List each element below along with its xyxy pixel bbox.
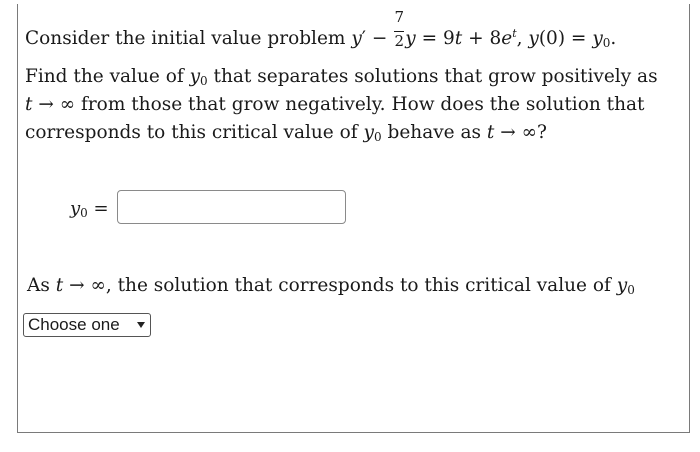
eq-comma: , [516,28,529,49]
behavior-dropdown[interactable] [23,313,151,337]
fraction-numerator: 7 [394,8,405,26]
behavior-y: y [616,275,628,296]
problem-statement-line-1 [25,8,617,50]
y0-answer-input[interactable] [117,190,346,224]
eq-y: y [351,28,362,49]
line3-rest: → ∞ from those that grow negatively. How does the solution that [32,94,645,115]
eq-e: e [501,28,513,49]
line2-rest: that separates solutions that grow positively as [207,66,658,87]
behavior-as: As [27,275,56,296]
behavior-t: t [55,275,64,296]
fraction-seven-halves [393,8,405,50]
problem-intro-text: Consider the initial value problem [25,28,352,49]
line4-behave: behave as [381,122,487,143]
eq-initial-y: y [528,28,539,49]
eq-y0-subscript: 0 [602,36,611,50]
eq-plus-eight: + 8 [462,28,502,49]
label-y-subscript: 0 [80,206,88,220]
eq-exponent-t: t [512,27,517,40]
eq-t: t [454,28,463,49]
eq-prime: ′ [361,28,366,49]
eq-equals-nine: = 9 [415,28,455,49]
line2-y: y [189,66,201,87]
chevron-down-icon [137,322,145,328]
label-equals: = [87,198,109,219]
line2-text: Find the value of [25,66,190,87]
line4-y: y [363,122,374,143]
y0-input-label [70,198,109,219]
eq-minus: − [366,28,394,49]
problem-statement-line-2 [25,68,658,87]
label-y: y [70,198,81,219]
line4-y-subscript: 0 [373,130,382,144]
eq-initial-arg: (0) = [538,28,593,49]
behavior-y-subscript: 0 [627,283,635,297]
eq-period: . [610,28,617,49]
behavior-text: → ∞, the solution that corresponds to this critical value of [63,275,617,296]
line2-y-subscript: 0 [200,74,208,88]
behavior-prompt [27,277,635,296]
eq-y-term: y [405,28,416,49]
dropdown-selected-label: Choose one [28,315,120,334]
fraction-denominator: 2 [394,32,405,50]
problem-statement-line-3 [25,96,644,115]
line3-t: t [25,94,33,115]
eq-y0: y [592,28,603,49]
problem-statement-line-4 [25,124,547,143]
line4-t: t [486,122,495,143]
line4-end: → ∞? [494,122,547,143]
line4-text: corresponds to this critical value of [25,122,364,143]
